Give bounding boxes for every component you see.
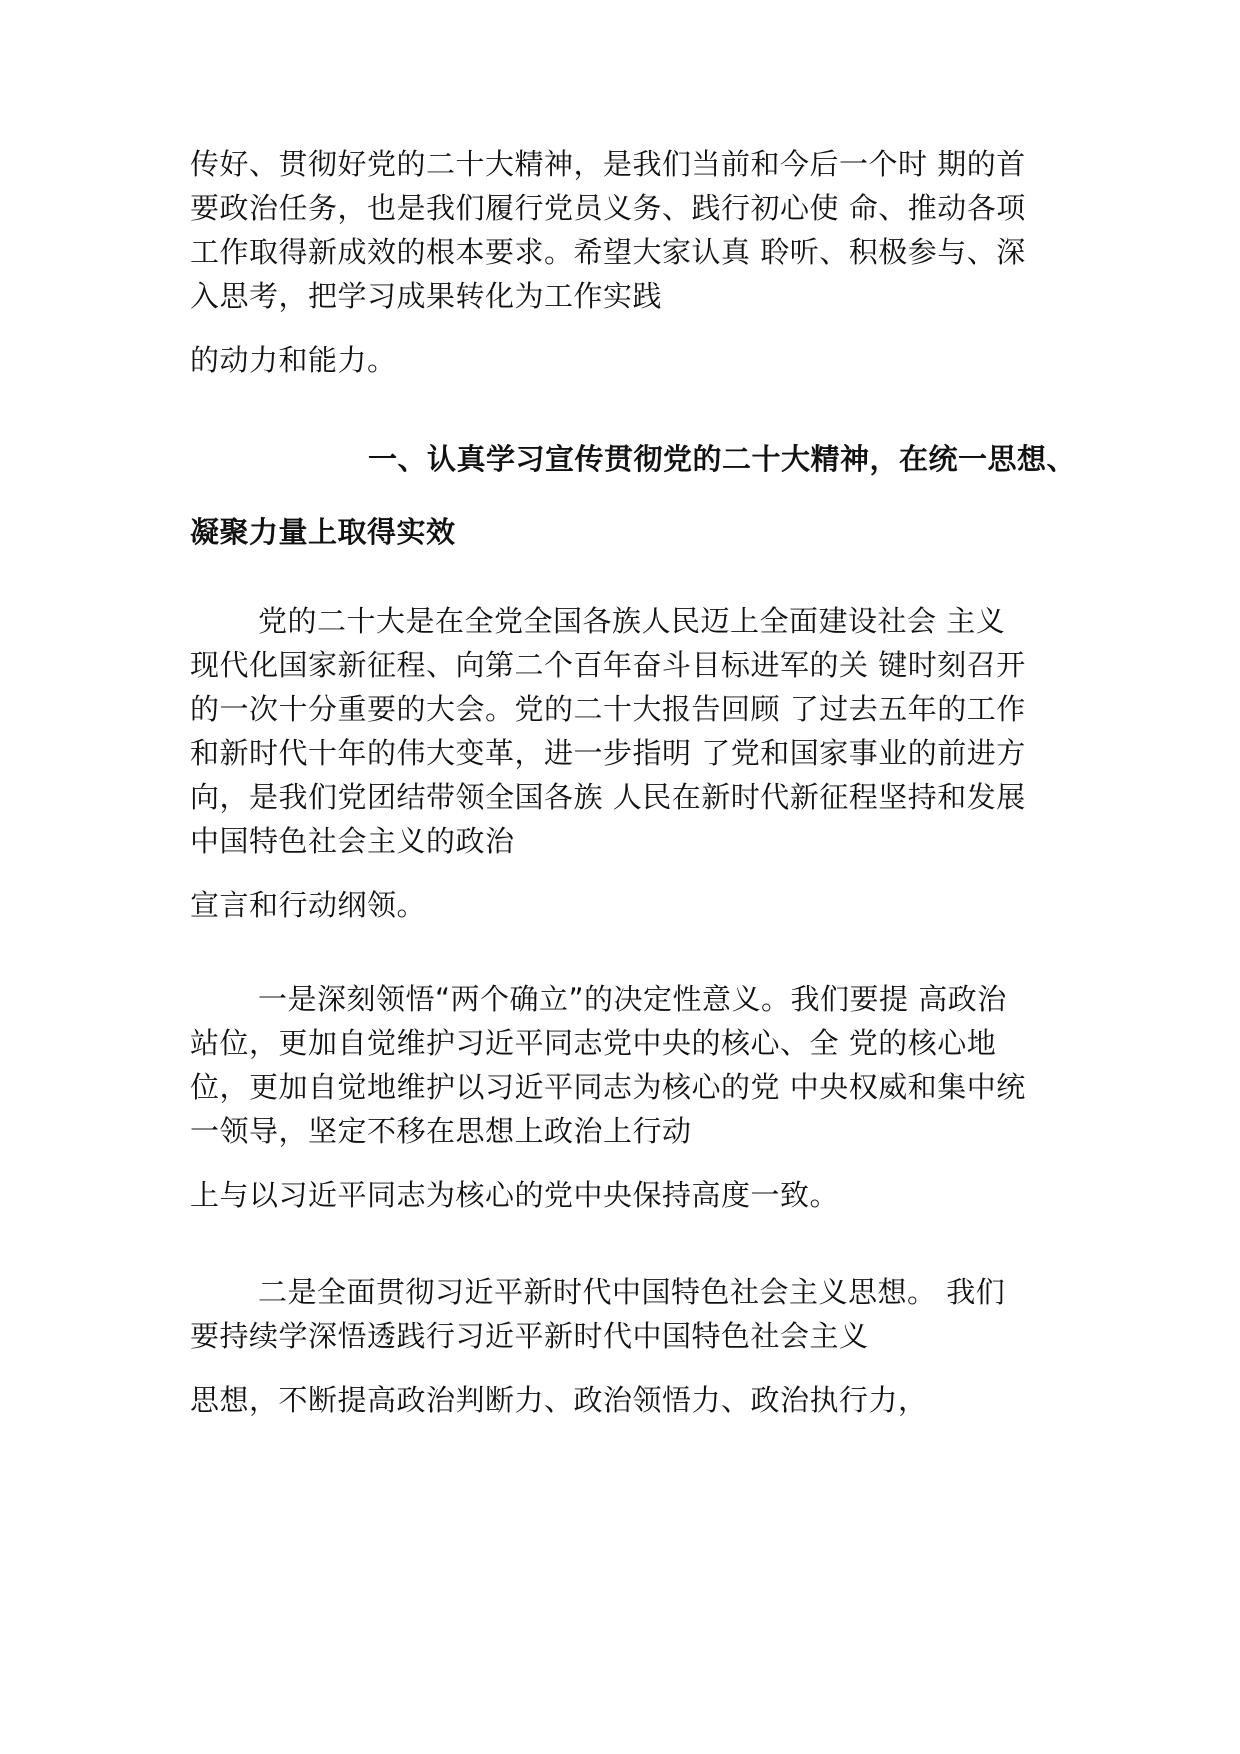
paragraph-3-line-5: 上与以习近平同志为核心的党中央保持高度一致。 bbox=[190, 1178, 840, 1212]
paragraph-2-line-1: 党的二十大是在全党全国各族人民迈上全面建设社会 主义 bbox=[258, 604, 1006, 638]
paragraph-2-line-6: 中国特色社会主义的政治 bbox=[190, 824, 515, 858]
paragraph-2-line-7: 宣言和行动纲领。 bbox=[190, 888, 427, 922]
paragraph-3-line-2: 站位，更加自觉维护习近平同志党中央的核心、全 党的核心地 bbox=[190, 1026, 997, 1060]
paragraph-1-line-1: 传好、贯彻好党的二十大精神，是我们当前和今后一个时 期的首 bbox=[190, 147, 1026, 181]
paragraph-4-line-2: 要持续学深悟透践行习近平新时代中国特色社会主义 bbox=[190, 1319, 869, 1353]
paragraph-2-line-4: 和新时代十年的伟大变革，进一步指明 了党和国家事业的前进方 bbox=[190, 736, 1026, 770]
paragraph-3-line-3: 位，更加自觉地维护以习近平同志为核心的党 中央权威和集中统 bbox=[190, 1070, 1026, 1104]
paragraph-1-line-3: 工作取得新成效的根本要求。希望大家认真 聆听、积极参与、深 bbox=[190, 235, 1026, 269]
paragraph-1-line-5: 的动力和能力。 bbox=[190, 343, 397, 377]
paragraph-4-line-3: 思想，不断提高政治判断力、政治领悟力、政治执行力， bbox=[190, 1383, 928, 1417]
paragraph-4-line-1: 二是全面贯彻习近平新时代中国特色社会主义思想。 我们 bbox=[258, 1275, 1006, 1309]
paragraph-1-line-2: 要政治任务，也是我们履行党员义务、践行初心使 命、推动各项 bbox=[190, 191, 1026, 225]
paragraph-3-line-1: 一是深刻领悟“两个确立”的决定性意义。我们要提 高政治 bbox=[258, 982, 1007, 1016]
section-heading-line-2: 凝聚力量上取得实效 bbox=[190, 515, 456, 549]
paragraph-2-line-2: 现代化国家新征程、向第二个百年奋斗目标进军的关 键时刻召开 bbox=[190, 648, 1026, 682]
paragraph-2-line-5: 向，是我们党团结带领全国各族 人民在新时代新征程坚持和发展 bbox=[190, 780, 1026, 814]
paragraph-1-line-4: 入思考，把学习成果转化为工作实践 bbox=[190, 279, 663, 313]
section-heading-line-1: 一、认真学习宣传贯彻党的二十大精神，在统一思想、 bbox=[368, 442, 1077, 476]
paragraph-2-line-3: 的一次十分重要的大会。党的二十大报告回顾 了过去五年的工作 bbox=[190, 692, 1026, 726]
paragraph-3-line-4: 一领导，坚定不移在思想上政治上行动 bbox=[190, 1114, 692, 1148]
